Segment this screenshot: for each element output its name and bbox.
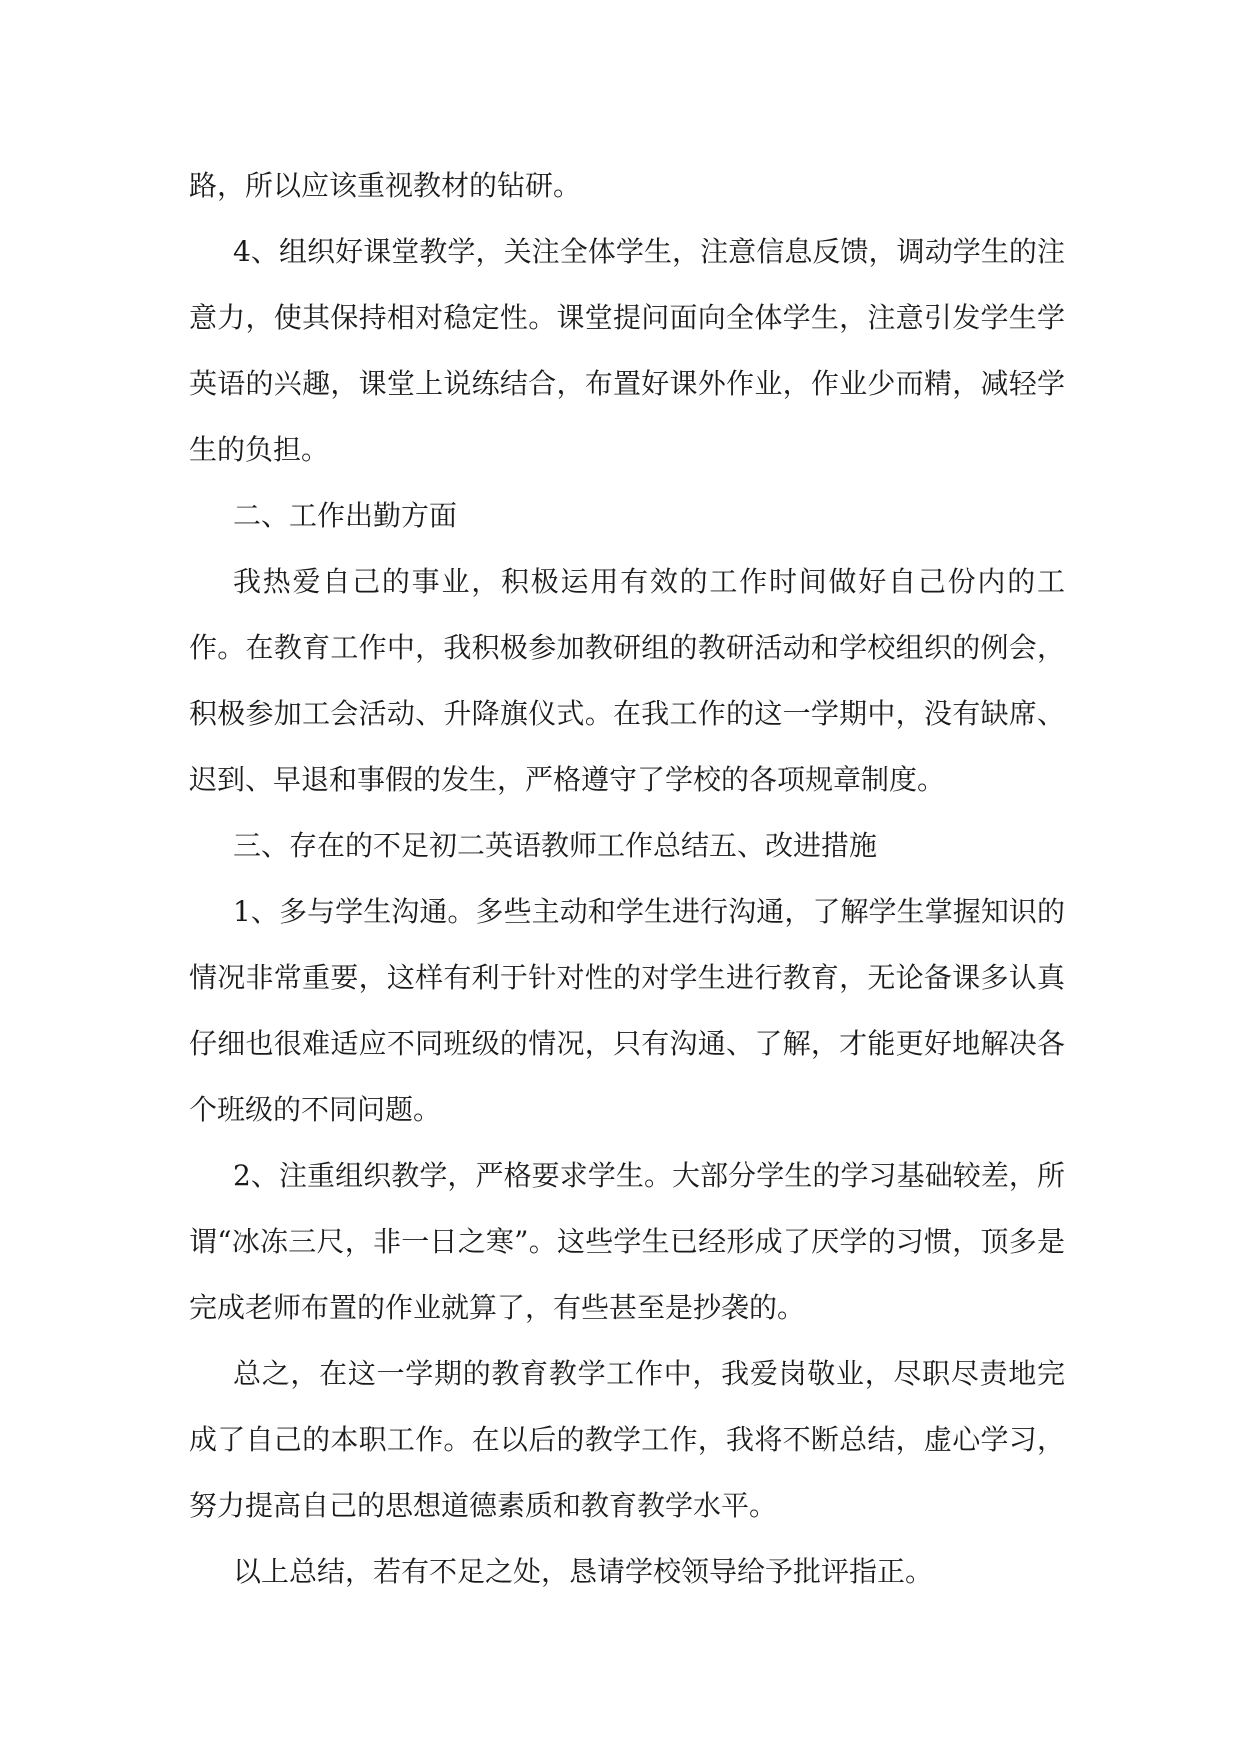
paragraph-continuation: 路，所以应该重视教材的钻研。 xyxy=(189,169,582,202)
paragraph-item-4: 4、组织好课堂教学，关注全体学生，注意信息反馈，调动学生的注意力，使其保持相对稳定性。课堂提问面向全体学生，注意引发学生学英语的兴趣，课堂上说练结合，布置好课外作业，作业少而精，减轻学生的负担。 xyxy=(189,235,1065,466)
paragraph-item-1: 1、多与学生沟通。多些主动和学生进行沟通，了解学生掌握知识的情况非常重要，这样有利于针对性的对学生进行教育，无论备课多认真仔细也很难适应不同班级的情况，只有沟通、了解，才能更好地解决各个班级的不同问题。 xyxy=(189,895,1065,1126)
paragraph-closing: 以上总结，若有不足之处，恳请学校领导给予批评指正。 xyxy=(233,1555,934,1588)
paragraph-item-2: 2、注重组织教学，严格要求学生。大部分学生的学习基础较差，所谓“冰冻三尺，非一日之寒”。这些学生已经形成了厌学的习惯，顶多是完成老师布置的作业就算了，有些甚至是抄袭的。 xyxy=(189,1159,1065,1324)
section-heading-attendance: 二、工作出勤方面 xyxy=(233,499,458,532)
paragraph-summary: 总之，在这一学期的教育教学工作中，我爱岗敬业，尽职尽责地完成了自己的本职工作。在以后的教学工作，我将不断总结，虚心学习，努力提高自己的思想道德素质和教育教学水平。 xyxy=(189,1357,1065,1522)
paragraph-attendance: 我热爱自己的事业，积极运用有效的工作时间做好自己份内的工作。在教育工作中，我积极参加教研组的教研活动和学校组织的例会，积极参加工会活动、升降旗仪式。在我工作的这一学期中，没有缺席、迟到、早退和事假的发生，严格遵守了学校的各项规章制度。 xyxy=(189,565,1065,796)
section-heading-shortcomings: 三、存在的不足初二英语教师工作总结五、改进措施 xyxy=(233,829,878,862)
document-body xyxy=(189,153,1065,1605)
